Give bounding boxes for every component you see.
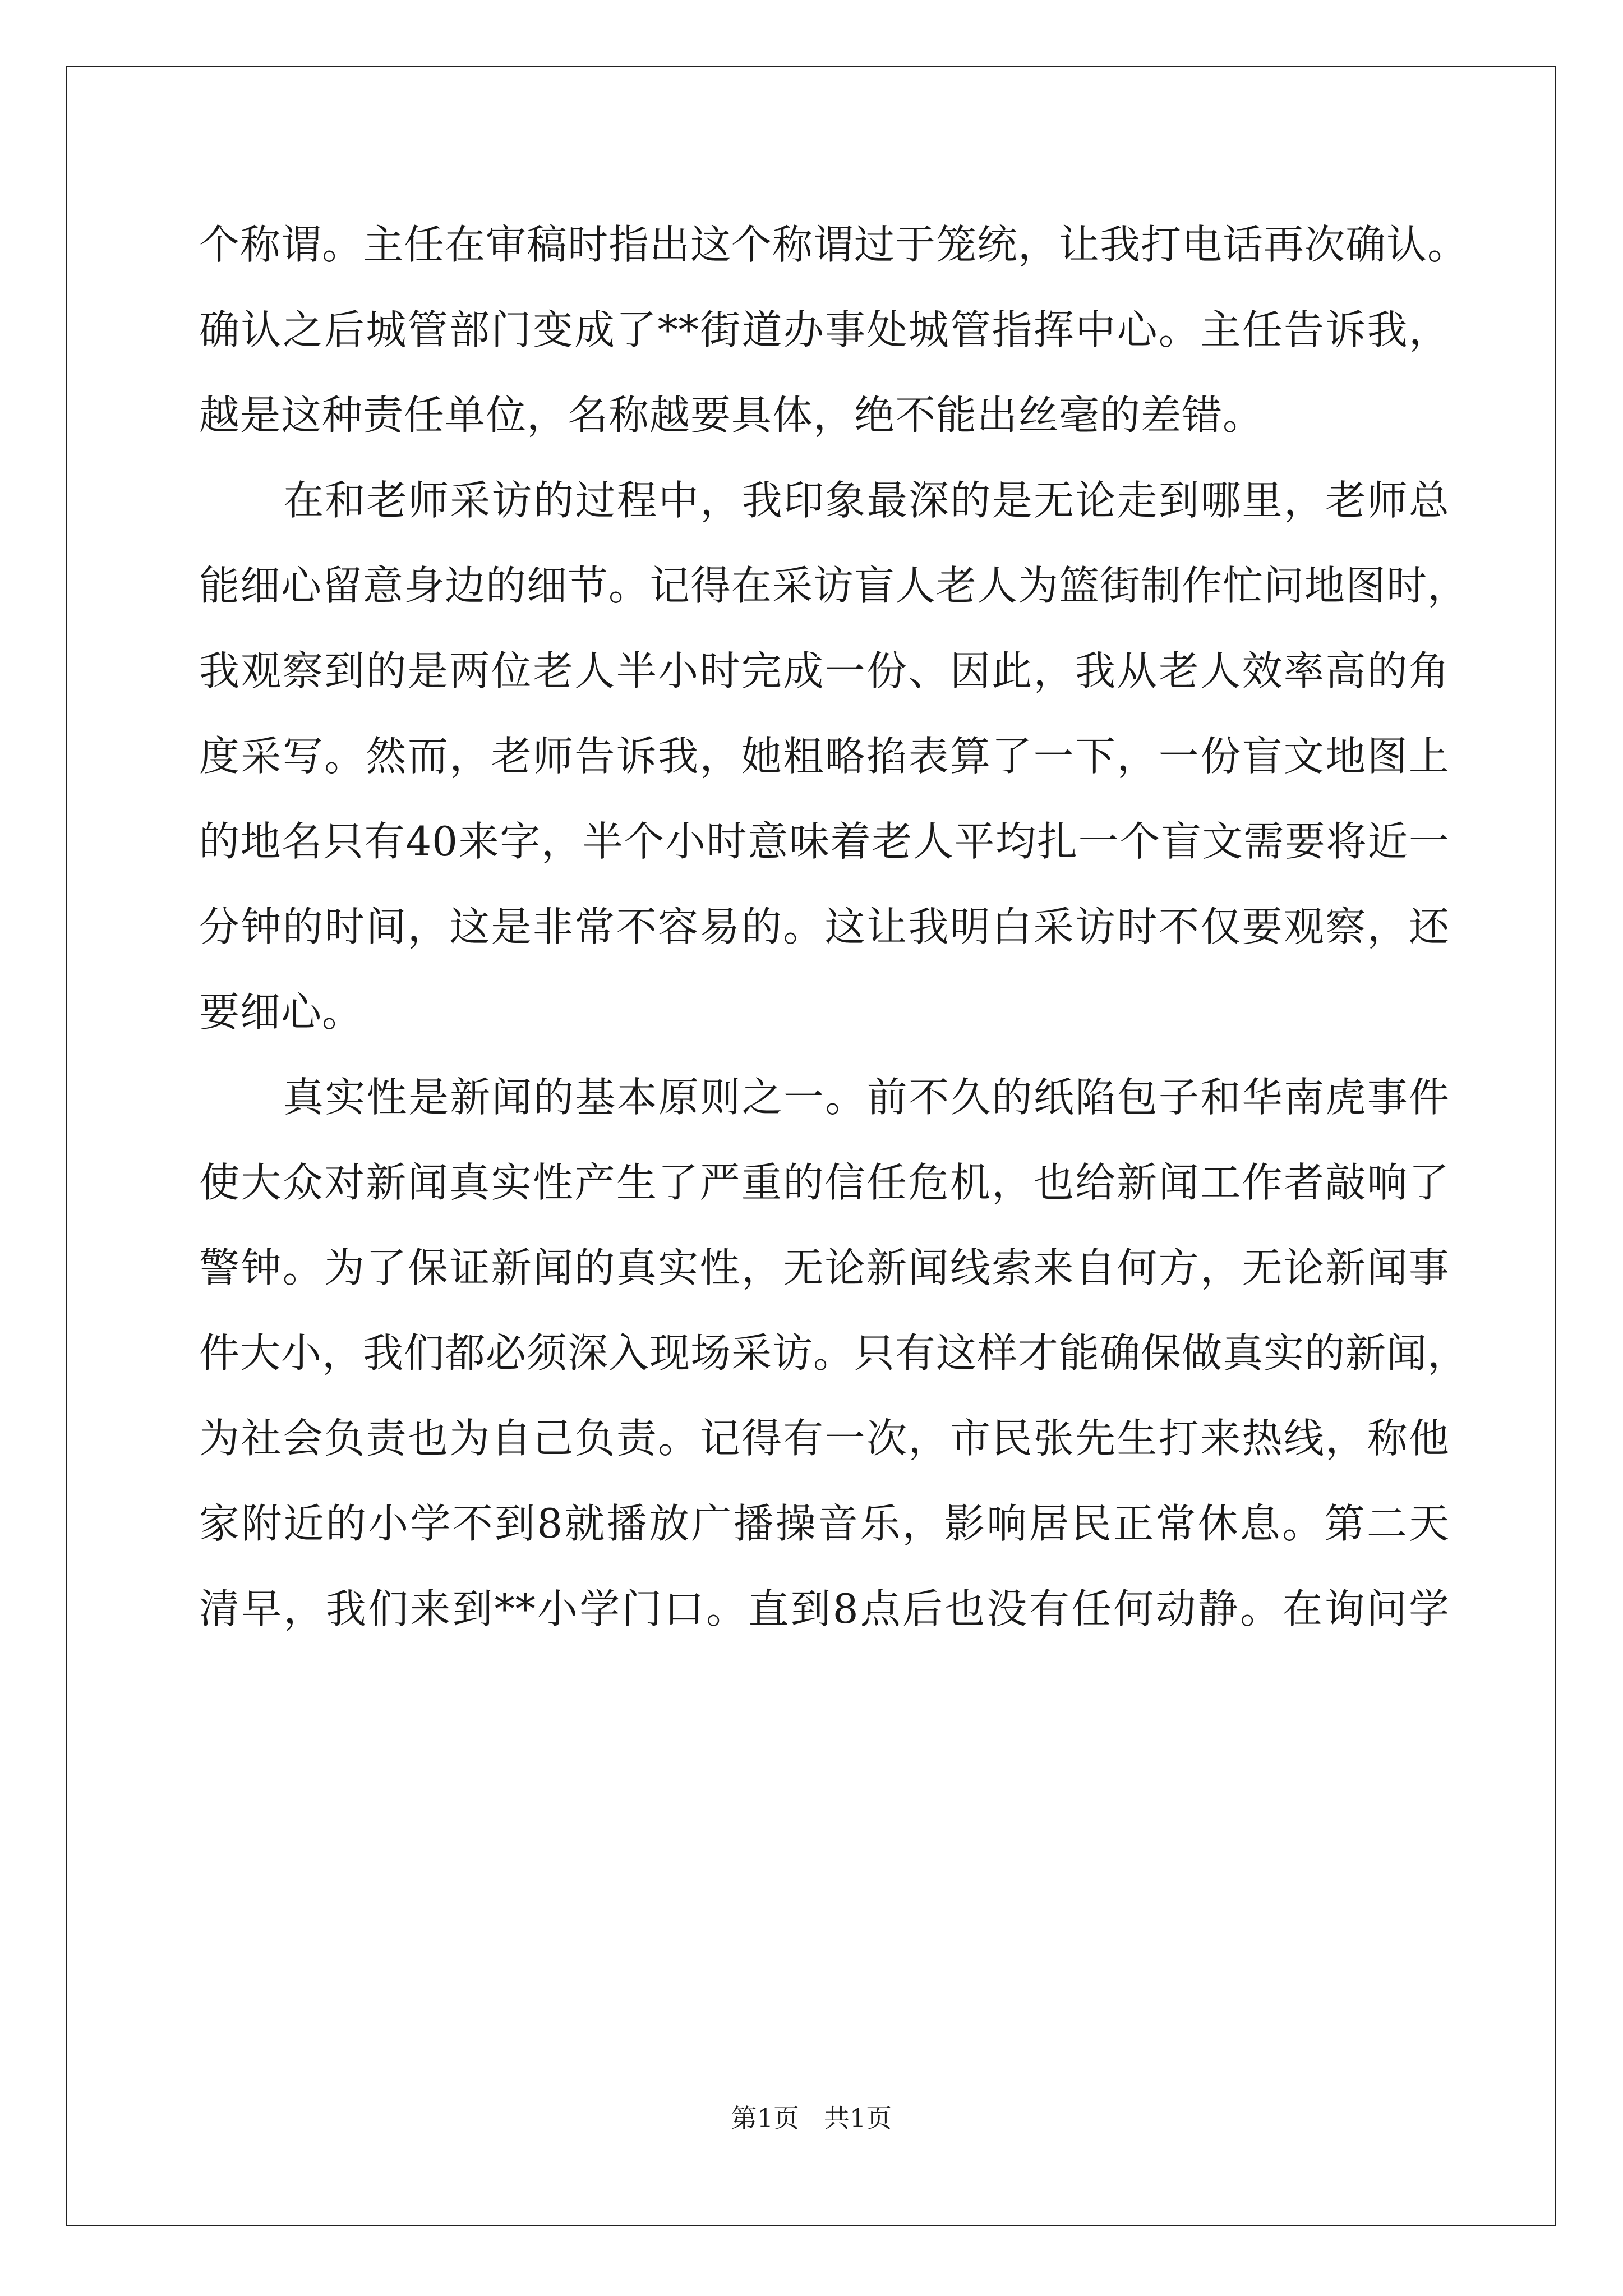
- page-total: 共1页: [824, 2103, 892, 2133]
- text-line: 清早，我们来到**小学门口。直到8点后也没有任何动静。在询问学: [199, 1585, 1450, 1632]
- text-line: 越是这种责任单位，名称越要具体，绝不能出丝毫的差错。: [199, 392, 1264, 439]
- text-line: 确认之后城管部门变成了**街道办事处城管指挥中心。主任告诉我，: [199, 306, 1450, 353]
- text-line: 分钟的时间，这是非常不容易的。这让我明白采访时不仅要观察，还: [199, 903, 1450, 950]
- text-line: 我观察到的是两位老人半小时完成一份、因此，我从老人效率高的角: [199, 647, 1450, 694]
- text-line: 要细心。: [199, 988, 363, 1036]
- document-body: [199, 202, 1469, 1651]
- text-line: 能细心留意身边的细节。记得在采访盲人老人为篮街制作忙问地图时，: [199, 562, 1469, 609]
- text-line: 的地名只有40来字，半个小时意味着老人平均扎一个盲文需要将近一: [199, 818, 1450, 865]
- text-line: 警钟。为了保证新闻的真实性，无论新闻线索来自何方，无论新闻事: [199, 1244, 1450, 1291]
- text-line: 真实性是新闻的基本原则之一。前不久的纸陷包子和华南虎事件: [283, 1074, 1450, 1121]
- text-line: 在和老师采访的过程中，我印象最深的是无论走到哪里，老师总: [283, 477, 1450, 524]
- text-line: 度采写。然而，老师告诉我，她粗略掐表算了一下，一份盲文地图上: [199, 733, 1450, 780]
- text-line: 为社会负责也为自己负责。记得有一次，市民张先生打来热线，称他: [199, 1415, 1450, 1462]
- text-line: 家附近的小学不到8就播放广播操音乐，影响居民正常休息。第二天: [199, 1500, 1450, 1547]
- text-line: 使大众对新闻真实性产生了严重的信任危机，也给新闻工作者敲响了: [199, 1159, 1450, 1206]
- text-line: 件大小，我们都必须深入现场采访。只有这样才能确保做真实的新闻，: [199, 1329, 1469, 1377]
- page-footer: [0, 2101, 1623, 2135]
- text-line: 个称谓。主任在审稿时指出这个称谓过于笼统，让我打电话再次确认。: [199, 221, 1469, 268]
- page-number: 第1页: [731, 2103, 799, 2133]
